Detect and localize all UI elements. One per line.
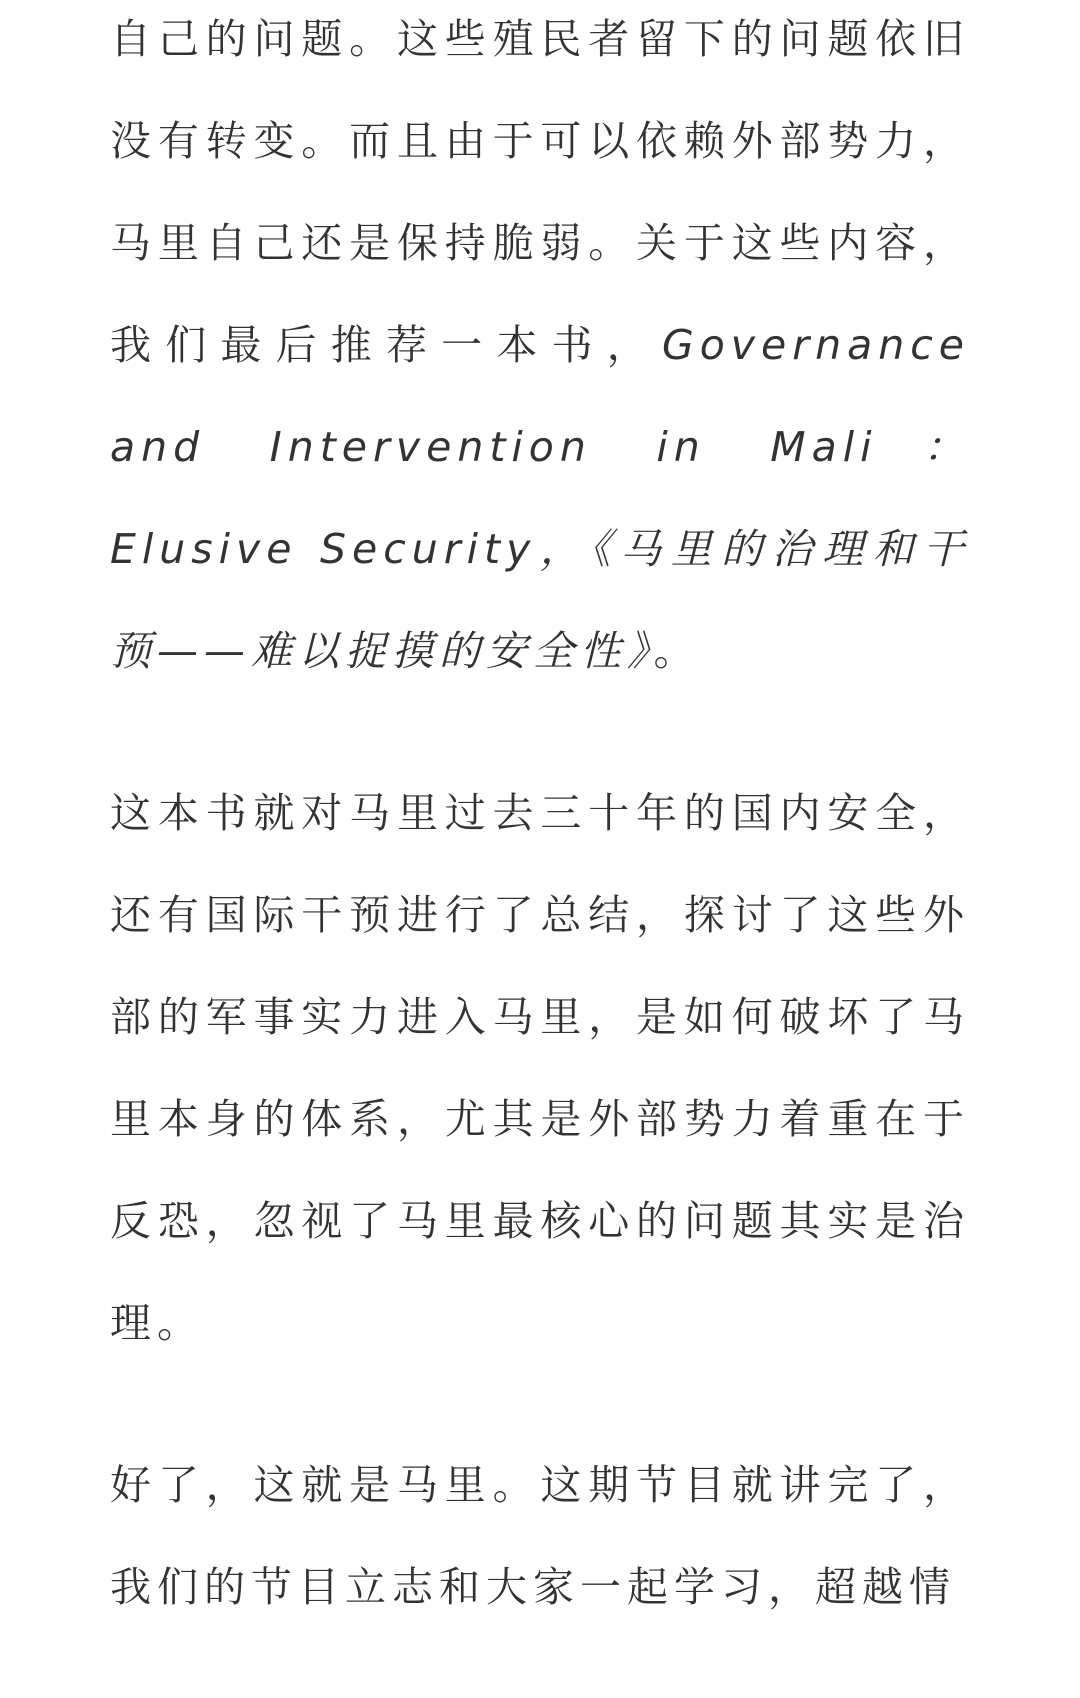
paragraph-2: 这本书就对马里过去三十年的国内安全，还有国际干预进行了总结，探讨了这些外部的军事实力进入马里，是如何破坏了马里本身的体系，尤其是外部势力着重在于反恐，忽视了马里最核心的问题其实是治理。 (110, 789, 970, 1347)
article-body (110, 0, 970, 1698)
paragraph-1-text-after: 。 (653, 627, 701, 675)
book-title-cn: 《马里的治理和干预——难以捉摸的安全性》 (110, 525, 971, 675)
book-title-en: Governance and Intervention in Mali：Elusive Security (110, 321, 970, 573)
paragraph-1-text-before: 自己的问题。这些殖民者留下的问题依旧没有转变。而且由于可以依赖外部势力，马里自己还是保持脆弱。关于这些内容，我们最后推荐一本书， (110, 15, 970, 369)
book-title-separator: ， (536, 525, 591, 573)
paragraph-3: 好了，这就是马里。这期节目就讲完了，我们的节目立志和大家一起学习，超越情 (110, 1461, 970, 1611)
paragraph-1 (110, 0, 970, 702)
